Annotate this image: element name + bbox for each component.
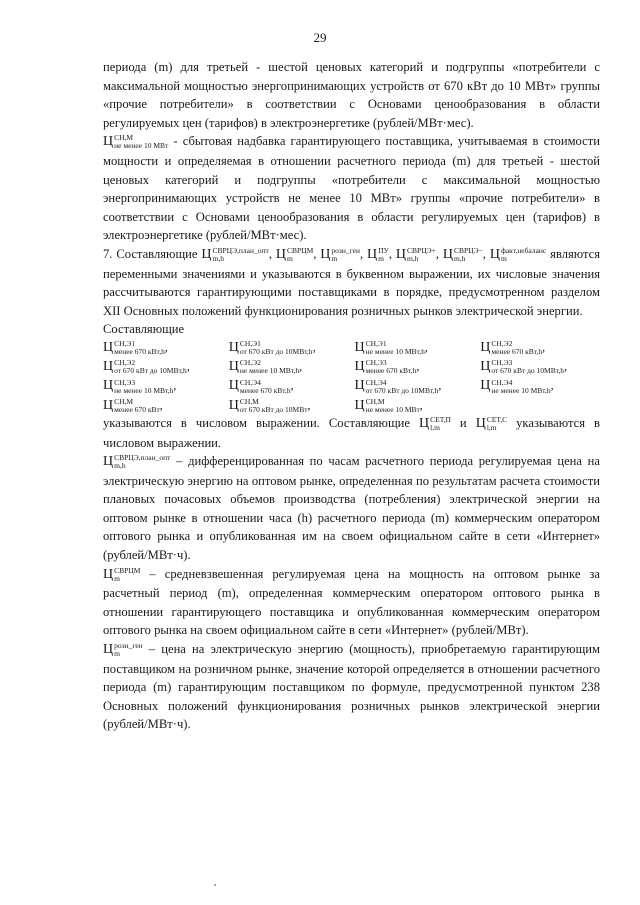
components-grid [103, 339, 600, 414]
paragraph-capacity-price [103, 565, 600, 640]
formula-indices: СН,М от 670 кВт до 10МВт [239, 396, 308, 414]
formula-indices: СВРЦЭ− m,h [454, 246, 483, 264]
formula-symbol: Ц [103, 359, 114, 375]
component-variable: Ц СН,М не менее 10 МВт , [354, 396, 423, 414]
formula-indices: СН,Э4 не менее 10 МВт,h [491, 377, 551, 395]
paragraph-text: - сбытовая надбавка гарантирующего поставщика, учитываемая в стоимости мощности и определяемая в отношении расчетного периода (m) для третьей - шестой ценовых категорий и подгруппы «потребители с максимальной мощностью энергопринимающих устройств не менее 10 МВт» группы «прочие потребители» в соответствии с Основами ценообразования в области регулируемых цен (тарифов) в электроэнергетике (рублей/МВт·мес). [103, 134, 600, 243]
formula-indices: розн_ген m [331, 246, 360, 264]
formula-indices: ПУ m [378, 246, 389, 264]
component-variable: Ц СН,Э4 от 670 кВт до 10МВт,h , [354, 377, 442, 395]
component-variable: Ц СН,Э4 не менее 10 МВт,h , [480, 377, 554, 395]
formula-symbol: Ц [275, 246, 286, 262]
formula-symbol: Ц [320, 246, 331, 262]
paragraph-text: – цена на электрическую энергию (мощность), приобретаемую гарантирующим поставщиком на розничном рынке, значение которой определяется в отношении расчетного периода (m) гарантирующим поставщиком по формуле, предусмотренной пунктом 238 Основных положений функционирования розничных рынков электрической энергии (рублей/МВт·ч). [103, 642, 600, 732]
formula-indices: СН,М не менее 10 МВт [365, 396, 420, 414]
component-variable: Ц СН,Э2 менее 670 кВт,h , [480, 339, 546, 357]
formula-symbol: Ц [103, 566, 114, 582]
formula-symbol: Ц [103, 339, 114, 355]
formula-symbol: Ц [480, 378, 491, 394]
formula-indices: розн_ген m [114, 641, 143, 659]
conjunction: и [459, 415, 467, 430]
component-variable: Ц СН,Э1 менее 670 кВт,h , [103, 339, 168, 357]
paragraph-text: – дифференцированная по часам расчетного периода регулируемая цена на электрическую энергию на оптовом рынке, определенная по результатам расчета стоимости плановых почасовых объемов производства (потребления) электрической энергии на оптовом рынке в отношении часа (h) расчетного периода (m) коммерческим оператором оптового рынка и опубликованная им на своем официальном сайте в сети «Интернет» (рублей/МВт·ч). [103, 454, 600, 563]
formula-symbol: Ц [489, 246, 500, 262]
formula-symbol: Ц [103, 642, 114, 658]
formula-symbol: Ц [442, 246, 453, 262]
scan-dot [214, 884, 216, 886]
component-variable: Ц СН,М от 670 кВт до 10МВт , [228, 396, 311, 414]
formula-symbol: Ц [103, 454, 114, 470]
paragraph-variable-components: 7. Составляющие Ц СВРЦЭ,план_опт m,h , Ц СВРЦМ m , Ц розн_ген m , Ц ПУ m , Ц СВРЦЭ+ m,h , Ц СВРЦЭ− m,h , Ц факт,небаланс m являются переменными значениями и указываются в буквенном выражении, их числовые значения рассчитываются гарантирующими поставщиками в порядке, предусмотренном разделом XII Основных положений функционирования розничных рынков электрической энергии. [103, 246, 601, 318]
paragraph-text: указываются в числовом выражении. Составляющие [103, 415, 410, 430]
paragraph-fixed-components [103, 320, 600, 339]
formula-symbol: Ц [103, 397, 114, 413]
formula-symbol: Ц [395, 246, 407, 262]
formula-symbol: Ц [480, 359, 491, 375]
formula-indices: СН,Э1 менее 670 кВт,h [114, 339, 165, 357]
paragraph-text: являются переменными значениями и указываются в буквенном выражении, их числовые значения рассчитываются гарантирующими поставщиками в порядке, предусмотренном разделом XII Основных положений функционирования розничных рынков электрической энергии. [103, 246, 601, 318]
component-variable: Ц СН,Э2 не менее 10 МВт,h , [228, 358, 303, 376]
formula-symbol: Ц [103, 134, 114, 150]
formula-symbol: Ц [354, 397, 365, 413]
formula-indices: СН,Э1 не менее 10 МВт,h [365, 339, 425, 357]
formula-symbol: Ц [354, 378, 365, 394]
lead-text: 7. Составляющие [103, 246, 198, 261]
formula-indices: СН,Э1 от 670 кВт до 10МВт,h [239, 339, 313, 357]
formula-indices: СН,Э2 не менее 10 МВт,h [239, 358, 300, 376]
page-number: 29 [313, 30, 327, 45]
component-variable: Ц СН,Э4 менее 670 кВт,h , [228, 377, 294, 395]
paragraph-retail-generation-price [103, 640, 600, 734]
document-body [103, 58, 600, 734]
formula-indices: СН,Э3 от 670 кВт до 10МВт,h [491, 358, 565, 376]
formula-symbol: Ц [354, 359, 365, 375]
paragraph-text: – средневзвешенная регулируемая цена на мощность на оптовом рынке за расчетный период (m), определенная коммерческим оператором оптового рынка в отношении гарантирующего поставщика и опубликованная коммерческим оператором оптового рынка на своем официальном сайте в сети «Интернет» (рублей/МВт). [103, 566, 600, 638]
formula-indices: СН,М не менее 10 МВт [114, 133, 169, 151]
formula-symbol: Ц [201, 246, 212, 262]
component-variable: Ц СН,Э3 не менее 10 МВт,h , [103, 377, 177, 395]
component-variable: Ц СН,Э1 не менее 10 МВт,h , [354, 339, 428, 357]
formula-indices: СВРЦЭ,план_опт m,h [212, 246, 269, 264]
formula-symbol: Ц [419, 415, 430, 431]
formula-symbol: Ц [228, 378, 239, 394]
component-variable: Ц СН,Э3 менее 670 кВт,h , [354, 358, 420, 376]
formula-indices: СВРЦЭ,план_опт m,h [114, 453, 171, 471]
formula-indices: СЕТ,П l,m [430, 415, 451, 433]
formula-indices: СН,Э3 не менее 10 МВт,h [114, 377, 174, 395]
formula-symbol: Ц [228, 397, 239, 413]
paragraph-price-category: периода (m) для третьей - шестой ценовых категорий и подгруппы «потребители с максимальной мощностью энергопринимающих устройств от 670 кВт до 10 МВт» группы «прочие потребители» в соответствии с Основами ценообразования в области регулируемых цен (тарифов) в электроэнергетике (рублей/МВт·мес). [103, 60, 600, 130]
formula-symbol: Ц [228, 359, 239, 375]
component-variable: Ц СН,Э2 от 670 кВт до 10МВт,h , [103, 358, 190, 376]
formula-indices: СН,Э2 менее 670 кВт,h [491, 339, 543, 357]
lead-text: Составляющие [103, 322, 185, 337]
paragraph-fixed-components-tail [103, 414, 600, 452]
formula-symbol: Ц [480, 339, 491, 355]
paragraph-text: указываются в числовом выражении. [103, 415, 600, 450]
formula-indices: СН,Э4 от 670 кВт до 10МВт,h [365, 377, 439, 395]
formula-indices: СН,М менее 670 кВт [114, 396, 160, 414]
paragraph-wholesale-energy-price [103, 452, 600, 565]
formula-indices: факт,небаланс m [500, 246, 547, 264]
formula-symbol: Ц [367, 246, 378, 262]
paragraph-sales-markup [103, 132, 600, 245]
formula-indices: СВРЦЭ+ m,h [407, 246, 436, 264]
component-variable: Ц СН,М менее 670 кВт , [103, 396, 163, 414]
component-variable: Ц СН,Э3 от 670 кВт до 10МВт,h , [480, 358, 568, 376]
formula-symbol: Ц [475, 415, 486, 431]
formula-indices: СВРЦМ m [286, 246, 314, 264]
component-variable: Ц СН,Э1 от 670 кВт до 10МВт,h , [228, 339, 316, 357]
formula-indices: СВРЦМ m [114, 565, 141, 583]
formula-symbol: Ц [228, 339, 239, 355]
formula-indices: СН,Э2 от 670 кВт до 10МВт,h [114, 358, 187, 376]
formula-indices: СЕТ,С l,m [486, 415, 508, 433]
formula-symbol: Ц [354, 339, 365, 355]
formula-symbol: Ц [103, 378, 114, 394]
formula-indices: СН,Э3 менее 670 кВт,h [365, 358, 417, 376]
formula-indices: СН,Э4 менее 670 кВт,h [239, 377, 291, 395]
